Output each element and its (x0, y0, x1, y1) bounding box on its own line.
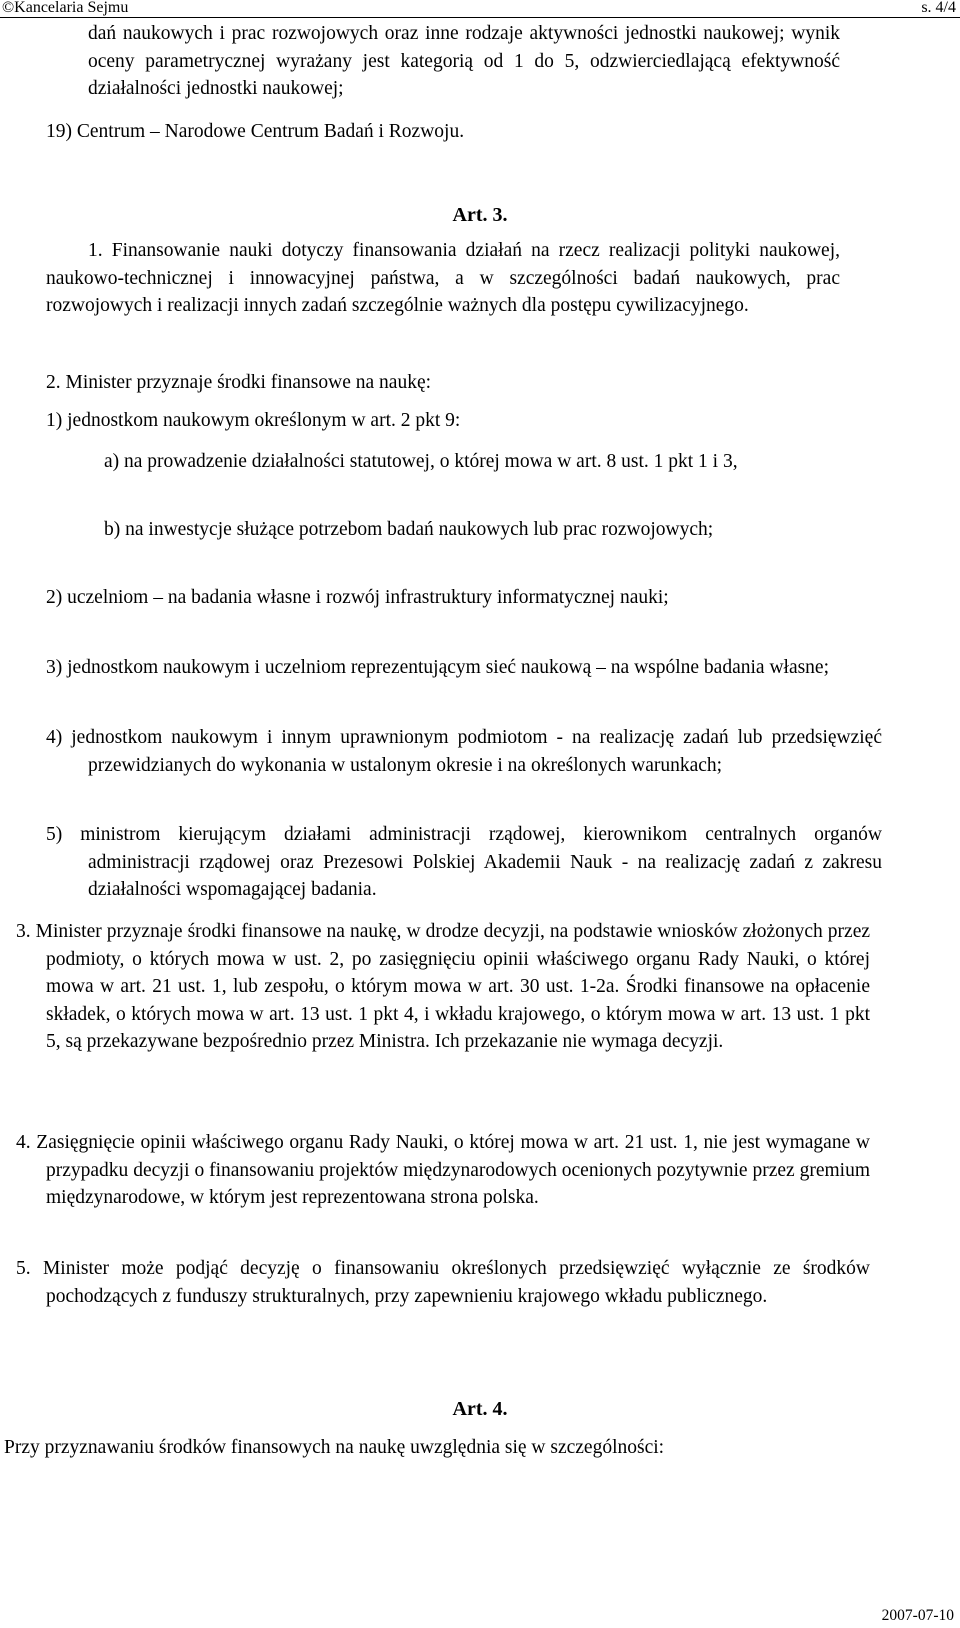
article-3-title: Art. 3. (452, 204, 508, 226)
header-page-number: s. 4/4 (921, 0, 956, 16)
art3-item-4: 4) jednostkom naukowym i innym uprawnionym podmiotom - na realizację zadań lub przedsięwzięć przewidzianych do wykonania w ustalonym okresie i na określonych warunkach; (46, 727, 882, 776)
header-rule (0, 17, 960, 18)
art3-item-5: 5) ministrom kierującym działami administracji rządowej, kierownikom centralnych organów administracji rządowej oraz Prezesowi Polskiej Akademii Nauk - na realizację zadań z zakresu działalności wspomagającej badania. (46, 824, 882, 900)
art3-paragraph-4: 4. Zasięgnięcie opinii właściwego organu Rady Nauki, o której mowa w art. 21 ust. 1, nie jest wymagane w przypadku decyzji o finansowaniu projektów międzynarodowych ocenionych pozytywnie przez gremium międzynarodowe, w którym jest reprezentowana strona polska. (16, 1132, 870, 1208)
art3-item-2: 2) uczelniom – na badania własne i rozwój infrastruktury informatycznej nauki; (46, 587, 669, 608)
footer-date: 2007-07-10 (881, 1607, 954, 1624)
paragraph-continuation: dań naukowych i prac rozwojowych oraz inne rodzaje aktywności jednostki naukowej; wynik oceny parametrycznej wyrażany jest kategorią od 1 do 5, odzwierciedlającą efektywność działalności jednostki naukowej; (88, 23, 840, 99)
art3-paragraph-3: 3. Minister przyznaje środki finansowe na naukę, w drodze decyzji, na podstawie wniosków złożonych przez podmioty, o których mowa w ust. 2, po zasięgnięciu opinii właściwego organu Rady Nauki, o której mowa w art. 21 ust. 1, lub zespołu, o którym mowa w art. 30 ust. 1-2a. Środki finansowe na opłacenie składek, o których mowa w art. 13 ust. 1 pkt 4, i wkładu krajowego, o którym mowa w art. 13 ust. 1 pkt 5, są przekazywane bezpośrednio przez Ministra. Ich przekazanie nie wymaga decyzji. (16, 921, 870, 1052)
header-source: ©Kancelaria Sejmu (2, 0, 129, 16)
page-header (0, 0, 960, 18)
art4-lead: Przy przyznawaniu środków finansowych na naukę uwzględnia się w szczególności: (4, 1437, 665, 1458)
art3-paragraph-1: 1. Finansowanie nauki dotyczy finansowania działań na rzecz realizacji polityki naukowej, naukowo-technicznej i innowacyjnej państwa, a w szczególności badań naukowych, prac rozwojowych i realizacji innych zadań szczególnie ważnych dla postępu cywilizacyjnego. (46, 240, 840, 316)
art3-item-3: 3) jednostkom naukowym i uczelniom reprezentującym sieć naukową – na wspólne badania własne; (46, 657, 830, 678)
article-4-title: Art. 4. (452, 1398, 508, 1420)
item-19: 19) Centrum – Narodowe Centrum Badań i Rozwoju. (46, 121, 465, 142)
art3-item-1a: a) na prowadzenie działalności statutowej, o której mowa w art. 8 ust. 1 pkt 1 i 3, (104, 451, 738, 472)
art3-paragraph-2: 2. Minister przyznaje środki finansowe na naukę: (46, 372, 432, 393)
art3-item-1: 1) jednostkom naukowym określonym w art. 2 pkt 9: (46, 410, 461, 431)
art3-item-1b: b) na inwestycje służące potrzebom badań naukowych lub prac rozwojowych; (104, 519, 714, 540)
art3-paragraph-5: 5. Minister może podjąć decyzję o finansowaniu określonych przedsięwzięć wyłącznie ze środków pochodzących z funduszy strukturalnych, przy zapewnieniu krajowego wkładu publicznego. (16, 1258, 870, 1307)
